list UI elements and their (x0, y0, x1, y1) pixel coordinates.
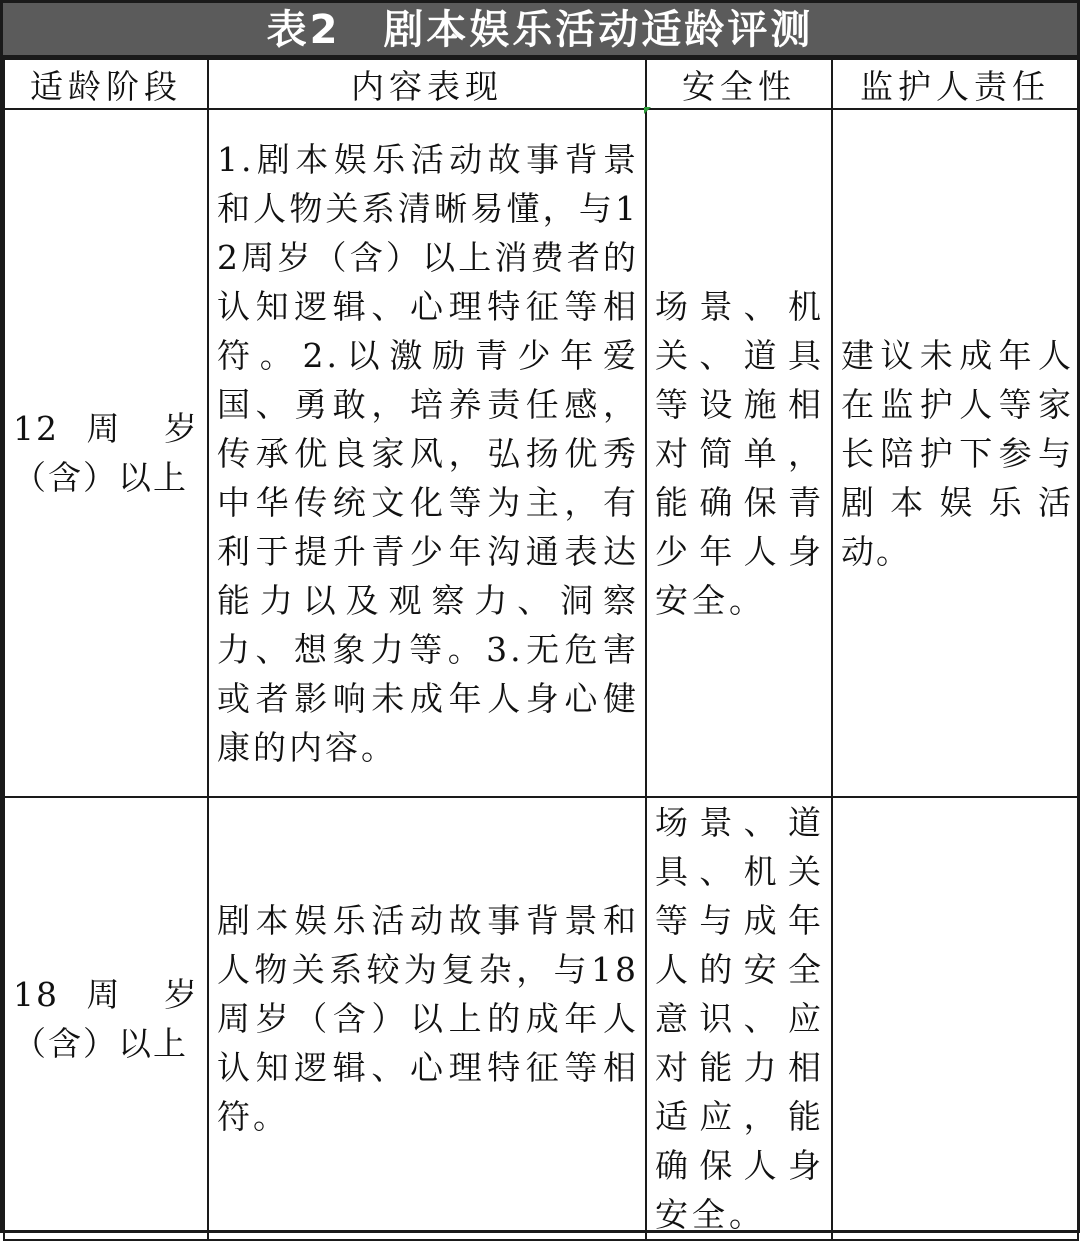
header-guardian: 监护人责任 (832, 59, 1078, 109)
safety-text: 场景、机关、道具等设施相对简单，能确保青少年人身安全。 (655, 286, 825, 620)
header-content: 内容表现 (208, 59, 646, 109)
cell-safety (646, 797, 832, 1240)
table-row (4, 109, 1078, 797)
header-safety: 安全性 (646, 59, 832, 109)
safety-text: 场景、道具、机关等与成年人的安全意识、应对能力相适应，能确保人身安全。 (655, 803, 825, 1234)
table-row (4, 797, 1078, 1240)
cell-content (208, 109, 646, 797)
cell-guardian (832, 109, 1078, 797)
cell-age (4, 109, 208, 797)
cell-age (4, 797, 208, 1240)
guardian-text: 建议未成年人在监护人等家长陪护下参与剧本娱乐活动。 (841, 335, 1073, 571)
cell-content (208, 797, 646, 1240)
age-text: 12 周 岁（含）以上 (13, 409, 199, 497)
age-text: 18 周 岁（含）以上 (13, 974, 199, 1063)
cell-comment-marker (644, 107, 651, 114)
table-title: 表2 剧本娱乐活动适龄评测 (3, 3, 1077, 58)
header-age-stage: 适龄阶段 (4, 59, 208, 109)
cell-safety (646, 109, 832, 797)
age-rating-table (3, 58, 1079, 1241)
content-text: 1.剧本娱乐活动故事背景和人物关系清晰易懂，与12周岁（含）以上消费者的认知逻辑、心理特征等相符。2.以激励青少年爱国、勇敢，培养责任感，传承优良家风，弘扬优秀中华传统文化等为主，有利于提升青少年沟通表达能力以及观察力、洞察力、想象力等。3.无危害或者影响未成年人身心健康的内容。 (217, 139, 639, 767)
content-text: 剧本娱乐活动故事背景和人物关系较为复杂，与18周岁（含）以上的成年人认知逻辑、心理特征等相符。 (217, 901, 639, 1136)
cell-guardian (832, 797, 1078, 1240)
header-row (4, 59, 1078, 109)
